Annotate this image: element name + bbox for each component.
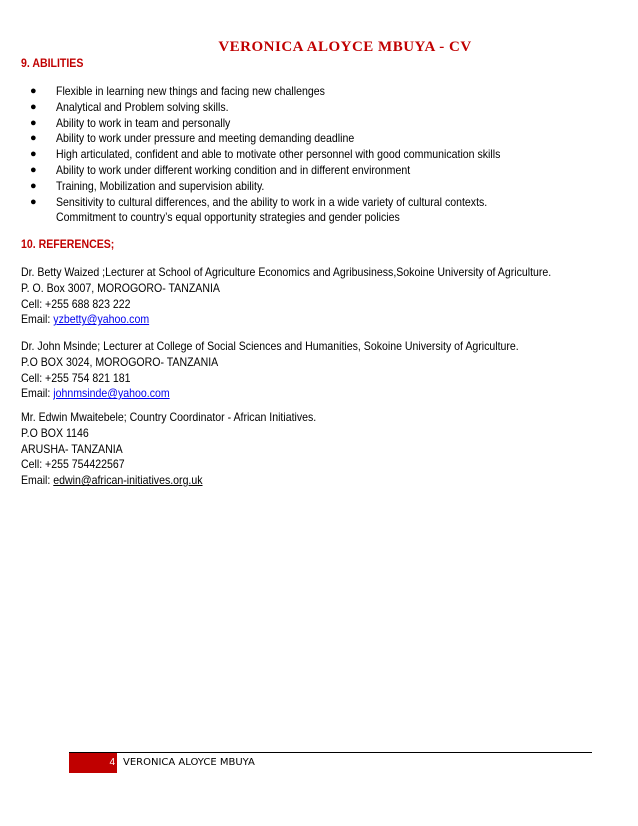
list-item-continuation: Commitment to country’s equal opportunity strategies and gender policies (56, 210, 400, 225)
page-number-box (69, 753, 117, 773)
reference-name: Dr. John Msinde; Lecturer at College of Social Sciences and Humanities, Sokoine University of Agriculture. (21, 339, 519, 353)
email-link[interactable]: johnmsinde@yahoo.com (53, 386, 170, 401)
reference-box: P.O BOX 1146 (21, 425, 89, 440)
bullet-icon: ● (30, 163, 37, 176)
footer-divider (69, 752, 592, 753)
list-item: ● Analytical and Problem solving skills. (30, 99, 229, 114)
list-item: ● High articulated, confident and able to motivate other personnel with good communication skills (30, 147, 501, 162)
list-item: ● Ability to work under pressure and meeting demanding deadline (30, 131, 355, 146)
reference-city: ARUSHA- TANZANIA (21, 441, 123, 456)
reference-email-line: Email: yzbetty@yahoo.com (21, 312, 150, 327)
bullet-icon: ● (30, 132, 37, 145)
bullet-icon: ● (30, 179, 37, 192)
reference-3 (21, 410, 356, 489)
reference-cell: Cell: +255 754422567 (21, 457, 125, 472)
email-link[interactable]: yzbetty@yahoo.com (53, 312, 150, 327)
reference-2 (21, 339, 587, 402)
reference-email-line: Email: edwin@african-initiatives.org.uk (21, 473, 203, 488)
page-header (0, 38, 638, 56)
bullet-icon: ● (30, 116, 37, 129)
page-footer (69, 752, 592, 774)
reference-1 (21, 265, 624, 328)
reference-cell: Cell: +255 688 823 222 (21, 296, 131, 311)
list-item: ● Sensitivity to cultural differences, and the ability to work in a wide variety of cultural contexts. Commitment to country’s equal opportunity strategies and gender policies (30, 194, 488, 225)
reference-address: P.O BOX 3024, MOROGORO- TANZANIA (21, 354, 219, 369)
reference-cell: Cell: +255 754 821 181 (21, 370, 131, 385)
email-link[interactable]: edwin@african-initiatives.org.uk (53, 473, 203, 488)
cv-title: VERONICA ALOYCE MBUYA - CV (218, 39, 472, 55)
bullet-icon: ● (30, 148, 37, 161)
list-item: ● Flexible in learning new things and facing new challenges (30, 84, 325, 98)
reference-name: Mr. Edwin Mwaitebele; Country Coordinator - African Initiatives. (21, 410, 317, 424)
bullet-icon: ● (30, 85, 37, 97)
abilities-heading: 9. ABILITIES (21, 56, 84, 70)
list-item: ● Ability to work under different working condition and in different environment (30, 162, 411, 177)
reference-email-line: Email: johnmsinde@yahoo.com (21, 386, 170, 401)
bullet-icon: ● (30, 100, 37, 113)
reference-name: Dr. Betty Waized ;Lecturer at School of Agriculture Economics and Agribusiness,Sokoine University of Agriculture. (21, 265, 552, 279)
list-item: ● Ability to work in team and personally (30, 115, 231, 130)
abilities-list (30, 84, 590, 226)
bullet-icon: ● (30, 195, 37, 208)
references-heading: 10. REFERENCES; (21, 237, 115, 251)
list-item: ● Training, Mobilization and supervision ability. (30, 178, 265, 193)
footer-name: VERONICA ALOYCE MBUYA (123, 757, 255, 768)
reference-address: P. O. Box 3007, MOROGORO- TANZANIA (21, 280, 220, 295)
page-number: 4 (109, 757, 115, 768)
